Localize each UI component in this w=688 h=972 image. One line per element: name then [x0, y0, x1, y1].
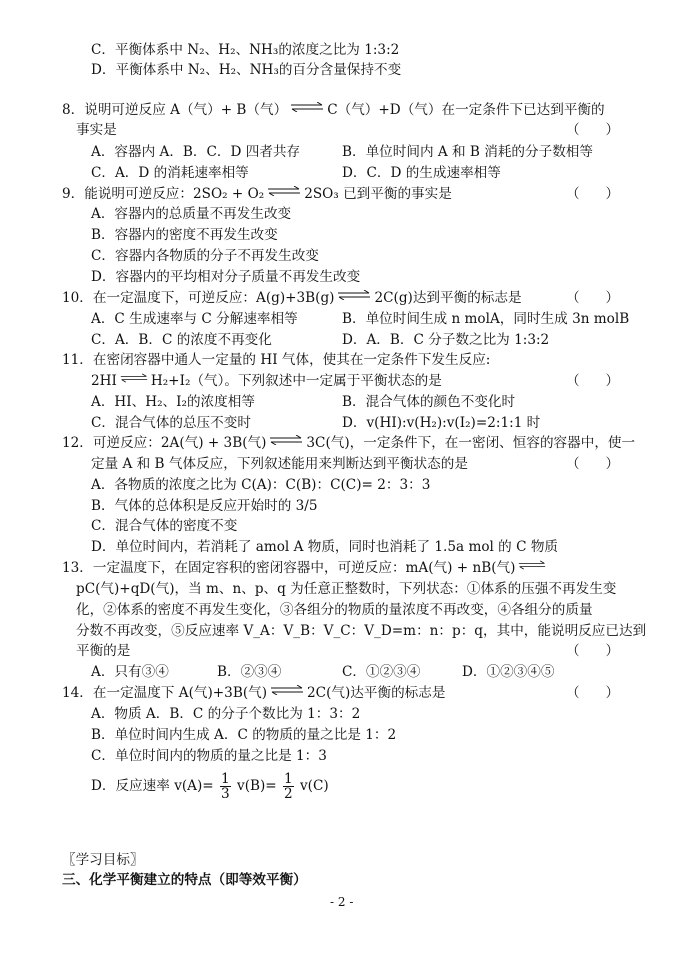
q14-answer-blank[interactable]: （ ）	[566, 685, 620, 701]
fraction-one-half: $\frac{1}{2}$	[284, 771, 293, 802]
q10-option-d: D．A．B．C 分子数之比为 1:3:2	[342, 332, 550, 348]
q11-option-d: D．v(HI):v(H₂):v(I₂)=2:1:1 时	[342, 415, 541, 431]
q12-answer-blank[interactable]: （ ）	[566, 456, 620, 472]
q13-option-c: C．①②③④	[342, 664, 421, 680]
q8-stem-cont: 事实是	[76, 122, 117, 138]
q11-answer-blank[interactable]: （ ）	[566, 373, 620, 389]
q9-option-c: C．容器内各物质的分子不再发生改变	[91, 248, 319, 264]
q8-answer-blank[interactable]: （ ）	[566, 122, 620, 138]
q10-answer-blank[interactable]: （ ）	[566, 290, 620, 306]
equilibrium-arrow-icon	[337, 290, 371, 300]
q13-answer-blank[interactable]: （ ）	[566, 643, 620, 659]
q13-option-b: B．②③④	[217, 664, 282, 680]
q13-stem-line4: 分数不再改变，⑤反应速率 V_A：V_B：V_C：V_D=m：n：p：q，其中，能说明反应已达到	[76, 623, 647, 639]
q9-option-b: B．容器内的密度不再发生改变	[91, 227, 278, 243]
equilibrium-arrow-icon	[270, 685, 304, 695]
q14-option-a: A．物质 A．B．C 的分子个数比为 1：3：2	[91, 706, 361, 722]
q8-option-c: C．A．D 的消耗速率相等	[91, 165, 249, 181]
section-heading: 三、化学平衡建立的特点（即等效平衡）	[62, 872, 307, 888]
q14-stem: 14．在一定温度下 A(气)+3B(气) 2C(气)达平衡的标志是	[62, 685, 446, 701]
line-d-option: D．平衡体系中 N₂、H₂、NH₃的百分含量保持不变	[91, 62, 402, 78]
q11-option-b: B．混合气体的颜色不变化时	[342, 394, 516, 410]
equilibrium-arrow-icon	[120, 373, 148, 383]
fraction-one-third: $\frac{1}{3}$	[221, 771, 230, 802]
q11-stem-cont: 2HI H₂+I₂（气）。下列叙述中一定属于平衡状态的是	[91, 373, 442, 389]
q12-stem-cont: 定量 A 和 B 气体反应，下列叙述能用来判断达到平衡状态的是	[91, 456, 468, 472]
q8-option-b: B．单位时间内 A 和 B 消耗的分子数相等	[342, 144, 593, 160]
page-number: - 2 -	[330, 895, 354, 909]
q9-stem: 9．能说明可逆反应：2SO₂ + O₂ 2SO₃ 已到平衡的事实是	[62, 186, 452, 202]
q13-stem-line3: 化，②体系的密度不再发生变化，③各组分的物质的量浓度不再改变，④各组分的质量	[76, 602, 593, 618]
q14-option-d: D．反应速率 v(A)= $\frac{1}{3}$ v(B)= $\frac{1}{2}$ v(C)	[91, 771, 329, 802]
equilibrium-arrow-icon	[267, 186, 301, 196]
learning-goals-heading: 〖学习目标〗	[62, 852, 144, 868]
q13-stem-line5: 平衡的是	[76, 643, 131, 659]
equilibrium-arrow-icon	[269, 435, 303, 445]
q11-stem: 11．在密闭容器中通人一定量的 HI 气体，使其在一定条件下发生反应:	[62, 352, 491, 368]
q10-option-a: A．C 生成速率与 C 分解速率相等	[91, 311, 298, 327]
equilibrium-arrow-icon	[290, 102, 324, 112]
q13-stem: 13．一定温度下，在固定容积的密闭容器中，可逆反应：mA(气) + nB(气)	[62, 558, 549, 578]
q13-stem-line2: pC(气)+qD(气)，当 m、n、p、q 为任意正整数时，下列状态：①体系的压强不再发生变	[76, 581, 617, 597]
q13-option-a: A．只有③④	[91, 664, 169, 680]
q8-stem: 8．说明可逆反应 A（气）+ B（气） C（气）+D（气）在一定条件下已达到平衡的	[62, 102, 605, 118]
q8-option-a: A．容器内 A．B．C．D 四者共存	[91, 144, 301, 160]
q11-option-a: A．HI、H₂、I₂的浓度相等	[91, 394, 255, 410]
q12-option-a: A．各物质的浓度之比为 C(A)：C(B)：C(C)= 2：3：3	[91, 477, 431, 493]
q9-answer-blank[interactable]: （ ）	[566, 186, 620, 202]
q10-option-b: B．单位时间生成 n molA，同时生成 3n molB	[342, 311, 630, 327]
q14-option-c: C．单位时间内的物质的量之比是 1：3	[91, 748, 327, 764]
q9-option-a: A．容器内的总质量不再发生改变	[91, 206, 292, 222]
q11-option-c: C．混合气体的总压不变时	[91, 415, 251, 431]
q9-option-d: D．容器内的平均相对分子质量不再发生改变	[91, 269, 361, 285]
q12-option-c: C．混合气体的密度不变	[91, 518, 238, 534]
q8-option-d: D．C．D 的生成速率相等	[342, 165, 501, 181]
q12-option-d: D．单位时间内，若消耗了 amol A 物质，同时也消耗了 1.5a mol 的 C 物质	[91, 539, 559, 555]
equilibrium-arrow-icon	[518, 560, 546, 570]
q12-stem: 12．可逆反应：2A(气) + 3B(气) 3C(气)，一定条件下，在一密闭、恒容的容器中，使一	[62, 435, 636, 451]
q12-option-b: B．气体的总体积是反应开始时的 3/5	[91, 498, 318, 514]
q10-stem: 10．在一定温度下，可逆反应：A(g)+3B(g) 2C(g)达到平衡的标志是	[62, 290, 522, 306]
q10-option-c: C．A．B．C 的浓度不再变化	[91, 332, 272, 348]
line-c-option: C．平衡体系中 N₂、H₂、NH₃的浓度之比为 1:3:2	[91, 42, 400, 58]
q13-option-d: D．①②③④⑤	[462, 664, 555, 680]
q14-option-b: B．单位时间内生成 A．C 的物质的量之比是 1：2	[91, 727, 397, 743]
